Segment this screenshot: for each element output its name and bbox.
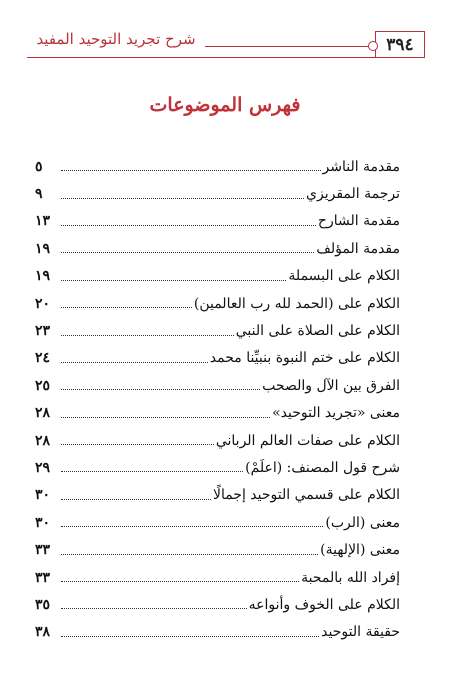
toc-entry <box>35 509 400 536</box>
toc-entry <box>35 427 400 454</box>
toc-leader-dots <box>61 444 214 445</box>
toc-entry-title: ترجمة المقريزي <box>306 186 400 203</box>
header-rule-bottom <box>27 57 425 58</box>
toc-entry-page: ٢٥ <box>35 377 51 394</box>
toc-entry <box>35 536 400 563</box>
toc-entry-title: الكلام على الصلاة على النبي <box>235 323 400 340</box>
toc-entry <box>35 564 400 591</box>
page-number: ٣٩٤ <box>386 34 414 55</box>
toc-entry-page: ٣٠ <box>35 514 51 531</box>
toc-entry-title: مقدمة الناشر <box>322 158 400 175</box>
toc-entry-title: الكلام على (الحمد لله رب العالمين) <box>193 295 400 312</box>
toc-entry <box>35 235 400 262</box>
table-of-contents <box>35 153 400 646</box>
toc-entry-page: ١٣ <box>35 213 51 230</box>
toc-entry-title: مقدمة الشارح <box>317 213 400 230</box>
toc-entry-page: ٢٠ <box>35 295 51 312</box>
toc-leader-dots <box>61 389 260 390</box>
toc-entry <box>35 482 400 509</box>
toc-entry-page: ٣٣ <box>35 542 51 559</box>
toc-entry-page: ٢٨ <box>35 432 51 449</box>
toc-leader-dots <box>61 526 323 527</box>
toc-entry-title: الكلام على البسملة <box>288 268 400 285</box>
toc-entry-page: ٣٨ <box>35 624 51 641</box>
toc-entry-title: الكلام على الخوف وأنواعه <box>248 596 400 613</box>
toc-entry <box>35 345 400 372</box>
toc-entry-title: الكلام على صفات العالم الرباني <box>215 432 400 449</box>
toc-entry <box>35 180 400 207</box>
toc-entry-title: حقيقة التوحيد <box>321 624 400 641</box>
toc-leader-dots <box>61 225 316 226</box>
book-title: شرح تجريد التوحيد المفيد <box>27 30 205 48</box>
toc-entry <box>35 263 400 290</box>
toc-entry-page: ٢٩ <box>35 459 51 476</box>
toc-entry-title: الكلام على ختم النبوة بنبيِّنا محمد <box>209 350 400 367</box>
toc-entry <box>35 317 400 344</box>
running-header <box>27 30 425 62</box>
toc-leader-dots <box>61 198 304 199</box>
toc-entry-title: الفرق بين الآل والصحب <box>262 377 400 394</box>
toc-entry <box>35 290 400 317</box>
toc-entry-page: ٢٤ <box>35 350 51 367</box>
page-title: فهرس الموضوعات <box>149 94 301 116</box>
toc-entry-title: إفراد الله بالمحبة <box>301 569 400 586</box>
toc-entry-page: ١٩ <box>35 268 51 285</box>
toc-leader-dots <box>61 280 286 281</box>
toc-leader-dots <box>61 581 299 582</box>
toc-entry-title: معنى «تجريد التوحيد» <box>272 405 400 422</box>
toc-entry <box>35 372 400 399</box>
toc-entry-page: ٢٨ <box>35 405 51 422</box>
toc-entry-page: ٩ <box>35 186 43 203</box>
toc-entry-title: شرح قول المصنف: (اعلَمْ) <box>245 459 400 476</box>
toc-entry <box>35 619 400 646</box>
toc-leader-dots <box>61 252 314 253</box>
page-number-box <box>375 31 425 58</box>
toc-leader-dots <box>61 170 321 171</box>
toc-entry <box>35 591 400 618</box>
toc-entry-page: ٢٣ <box>35 323 51 340</box>
toc-entry-title: معنى (الإلهية) <box>320 542 400 559</box>
toc-entry-title: الكلام على قسمي التوحيد إجمالًا <box>212 487 400 504</box>
toc-leader-dots <box>61 335 234 336</box>
toc-entry-title: مقدمة المؤلف <box>316 240 400 257</box>
toc-entry <box>35 454 400 481</box>
toc-entry <box>35 153 400 180</box>
toc-leader-dots <box>61 471 243 472</box>
toc-leader-dots <box>61 554 318 555</box>
toc-leader-dots <box>61 362 208 363</box>
toc-leader-dots <box>61 608 247 609</box>
toc-leader-dots <box>61 307 192 308</box>
toc-entry <box>35 208 400 235</box>
toc-entry-page: ١٩ <box>35 240 51 257</box>
toc-entry-page: ٣٥ <box>35 596 51 613</box>
toc-entry-page: ٣٠ <box>35 487 51 504</box>
toc-entry <box>35 400 400 427</box>
toc-leader-dots <box>61 636 319 637</box>
toc-leader-dots <box>61 499 211 500</box>
toc-entry-page: ٥ <box>35 158 43 175</box>
toc-entry-page: ٣٣ <box>35 569 51 586</box>
toc-entry-title: معنى (الرب) <box>325 514 400 531</box>
toc-leader-dots <box>61 417 270 418</box>
